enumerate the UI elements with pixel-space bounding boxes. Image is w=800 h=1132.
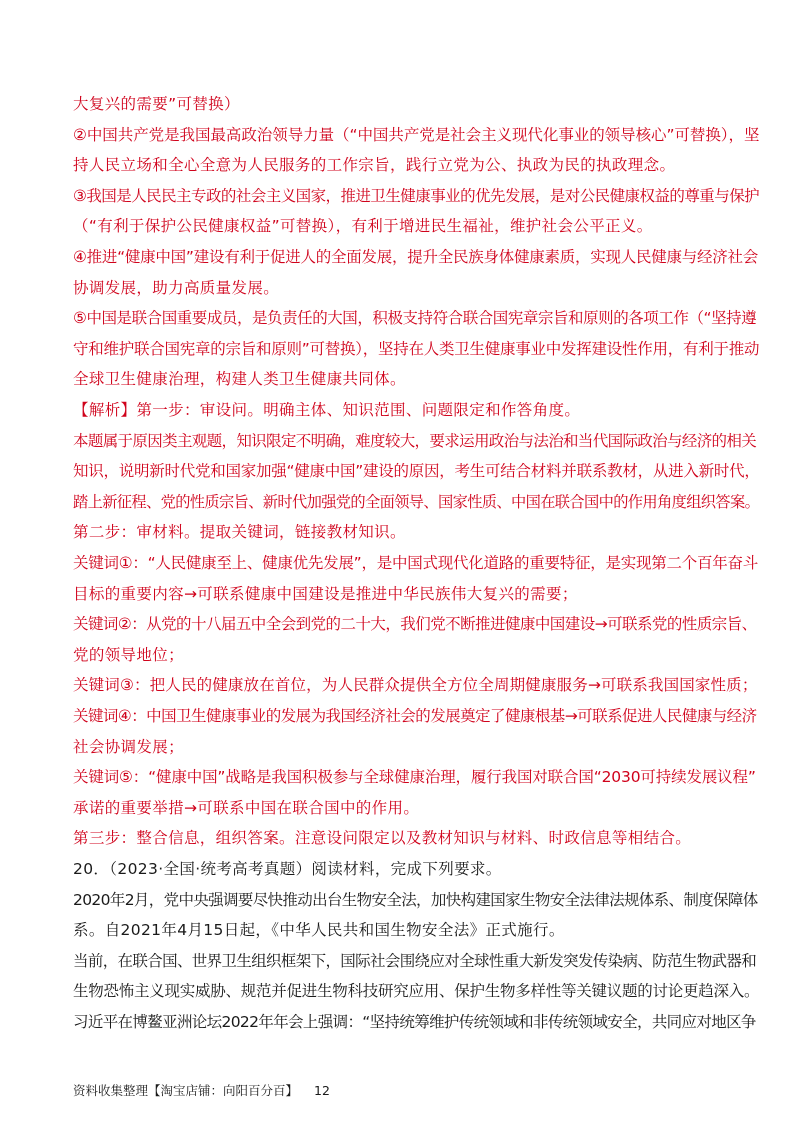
text-line: 踏上新征程、党的性质宗旨、新时代加强党的全面领导、国家性质、中国在联合国中的作用角度组织答案。 [73,492,760,511]
text-line: 关键词④：中国卫生健康事业的发展为我国经济社会的发展奠定了健康根基→可联系促进人民健康与经济 [73,707,757,725]
text-line: 本题属于原因类主观题，知识限定不明确，难度较大，要求运用政治与法治和当代国际政治与经济的相关 [73,431,757,450]
text-line: 系。自2021年4月15日起，《中华人民共和国生物安全法》正式施行。 [73,921,565,940]
text-line: 习近平在博鳌亚洲论坛2022年年会上强调：“坚持统筹维护传统领域和非传统领域安全，共同应对地区争 [73,1013,756,1031]
text-line: 知识，说明新时代党和国家加强“健康中国”建设的原因，考生可结合材料并联系教材，从进入新时代， [73,462,760,481]
text-line: 20．（2023·全国·统考高考真题）阅读材料，完成下列要求。 [73,860,502,878]
text-line: ③我国是人民民主专政的社会主义国家，推进卫生健康事业的优先发展，是对公民健康权益的尊重与保护 [73,186,760,205]
text-line: 承诺的重要举措→可联系中国在联合国中的作用。 [73,798,420,817]
text-line: 社会协调发展； [73,737,184,756]
text-line: 关键词⑤：“健康中国”战略是我国积极参与全球健康治理，履行我国对联合国“2030可持续发展议程” [73,768,756,787]
text-line: ⑤中国是联合国重要成员，是负责任的大国，积极支持符合联合国宪章宗旨和原则的各项工作（“坚持遵 [73,309,757,328]
text-line: 关键词①：“人民健康至上、健康优先发展”，是中国式现代化道路的重要特征，是实现第二个百年奋斗 [73,554,758,572]
text-line: 全球卫生健康治理，构建人类卫生健康共同体。 [73,370,406,389]
text-line: ②中国共产党是我国最高政治领导力量（“中国共产党是社会主义现代化事业的领导核心”可替换），坚 [73,125,760,144]
text-line: 第二步：审材料。提取关键词，链接教材知识。 [73,523,406,542]
text-line: 协调发展，助力高质量发展。 [73,278,280,297]
text-line: 当前，在联合国、世界卫生组织框架下，国际社会围绕应对全球性重大新发突发传染病、防范生物武器和 [73,951,757,970]
text-line: 党的领导地位； [73,645,184,664]
text-line: 关键词②：从党的十八届五中全会到党的二十大，我们党不断推进健康中国建设→可联系党的性质宗旨、 [73,615,757,634]
footer-source: 资料收集整理【淘宝店铺：向阳百分百】 [73,1083,299,1098]
text-line: 目标的重要内容→可联系健康中国建设是推进中华民族伟大复兴的需要； [73,584,578,603]
text-line: 关键词③：把人民的健康放在首位，为人民群众提供全方位全周期健康服务→可联系我国国家性质； [73,676,758,695]
page-number: 12 [314,1083,330,1098]
text-line: 大复兴的需要”可替换） [73,95,240,113]
text-line: 【解析】第一步：审设问。明确主体、知识范围、问题限定和作答角度。 [73,401,581,419]
page-footer [73,1083,330,1099]
text-line: 持人民立场和全心全意为人民服务的工作宗旨，践行立党为公、执政为民的执政理念。 [73,156,676,175]
text-line: ④推进“健康中国”建设有利于促进人的全面发展，提升全民族身体健康素质，实现人民健康与经济社会 [73,248,758,266]
text-line: 2020年2月，党中央强调要尽快推动出台生物安全法，加快构建国家生物安全法律法规体系、制度保障体 [73,890,758,909]
text-line: 第三步：整合信息，组织答案。注意设问限定以及教材知识与材料、时政信息等相结合。 [73,829,692,848]
text-line: 守和维护联合国宪章的宗旨和原则”可替换），坚持在人类卫生健康事业中发挥建设性作用，有利于推动 [73,339,760,358]
text-line: 生物恐怖主义现实威胁、规范并促进生物科技研究应用、保护生物多样性等关键议题的讨论更趋深入。 [73,982,760,1001]
text-line: （“有利于保护公民健康权益”可替换），有利于增进民生福祉，维护社会公平正义。 [73,217,653,236]
